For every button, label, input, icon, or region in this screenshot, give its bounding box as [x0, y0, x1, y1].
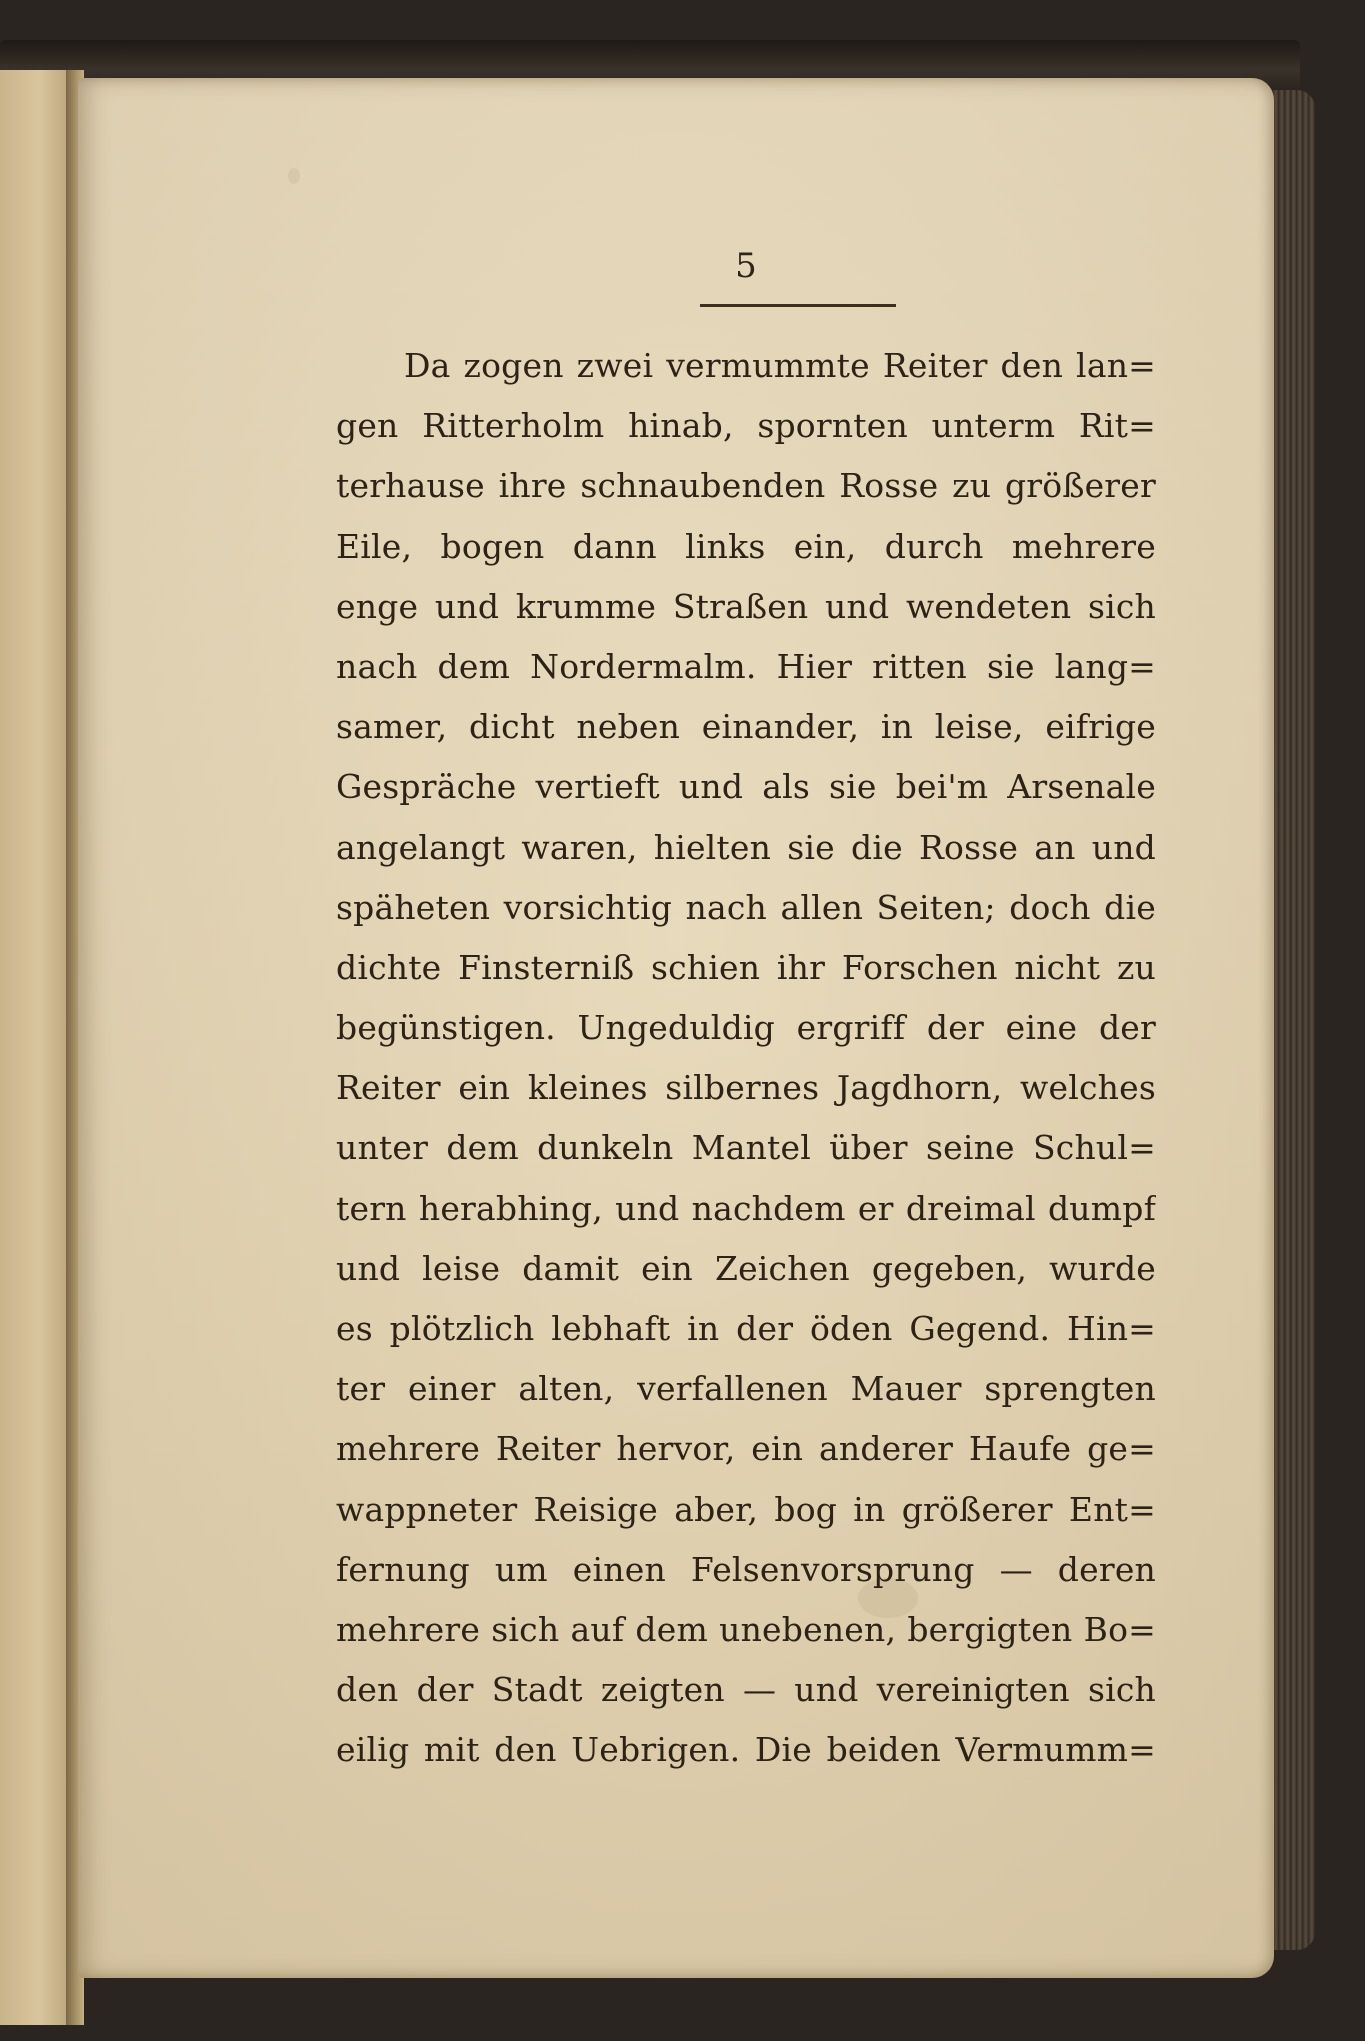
text-line: Da zogen zwei vermummte Reiter den lan= [404, 346, 1156, 385]
text-line: späheten vorsichtig nach allen Seiten; doch die [336, 887, 1156, 927]
text-line: fernung um einen Felsenvorsprung — deren [336, 1549, 1156, 1589]
text-line: Eile, bogen dann links ein, durch mehrere [336, 526, 1156, 566]
page-number: 5 [735, 246, 757, 286]
text-line: angelangt waren, hielten sie die Rosse an und [336, 827, 1156, 867]
text-line: und leise damit ein Zeichen gegeben, wurde [336, 1248, 1156, 1288]
text-line: mehrere Reiter hervor, ein anderer Haufe ge= [336, 1429, 1156, 1469]
text-line: Gespräche vertieft und als sie bei'm Arsenale [336, 767, 1156, 807]
stain [288, 168, 300, 184]
text-line: ter einer alten, verfallenen Mauer sprengten [336, 1369, 1156, 1409]
text-line: tern herabhing, und nachdem er dreimal dumpf [336, 1188, 1156, 1228]
text-line: terhause ihre schnaubenden Rosse zu größerer [336, 466, 1156, 506]
text-line: begünstigen. Ungeduldig ergriff der eine der [336, 1008, 1156, 1048]
book-page [78, 78, 1274, 1978]
body-text [336, 336, 1156, 1781]
text-line: nach dem Nordermalm. Hier ritten sie lang= [336, 646, 1156, 686]
text-line: den der Stadt zeigten — und vereinigten sich [336, 1670, 1156, 1710]
text-line: gen Ritterholm hinab, spornten unterm Rit= [336, 406, 1156, 446]
text-line: eilig mit den Uebrigen. Die beiden Vermumm= [336, 1730, 1156, 1770]
text-line: samer, dicht neben einander, in leise, eifrige [336, 707, 1156, 747]
text-line: wappneter Reisige aber, bog in größerer Ent= [336, 1489, 1156, 1529]
text-line: Reiter ein kleines silbernes Jagdhorn, welches [336, 1068, 1156, 1108]
text-line: enge und krumme Straßen und wendeten sich [336, 586, 1156, 626]
text-line: mehrere sich auf dem unebenen, bergigten Bo= [336, 1609, 1156, 1649]
text-line: dichte Finsterniß schien ihr Forschen nicht zu [336, 947, 1156, 987]
text-line: unter dem dunkeln Mantel über seine Schul= [336, 1128, 1156, 1168]
text-line: es plötzlich lebhaft in der öden Gegend. Hin= [336, 1309, 1156, 1348]
header-rule [700, 304, 896, 307]
